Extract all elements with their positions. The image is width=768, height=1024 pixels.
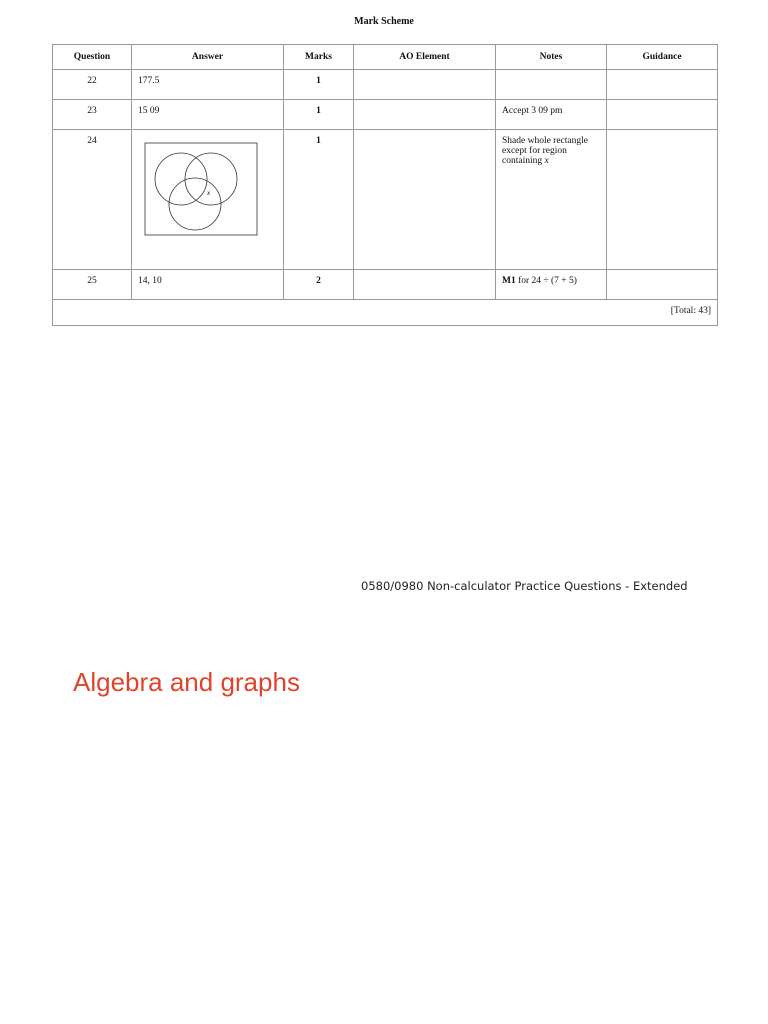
notes-variable: x [544, 156, 549, 166]
venn-diagram [144, 142, 260, 238]
question-cell: 23 [53, 100, 132, 130]
answer-cell: 177.5 [132, 70, 284, 100]
marks-cell: 1 [284, 130, 354, 270]
notes-line: Shade whole rectangle [502, 136, 588, 146]
notes-cell [496, 130, 607, 270]
answer-cell: 14, 10 [132, 270, 284, 300]
answer-cell [132, 130, 284, 270]
method-mark: M1 [502, 276, 516, 286]
table-row [53, 100, 718, 130]
venn-circle-a [155, 153, 207, 205]
notes-text: for 24 ÷ (7 + 5) [515, 276, 577, 286]
column-header-notes: Notes [496, 45, 607, 70]
venn-rectangle [145, 143, 257, 235]
venn-circle-b [185, 153, 237, 205]
guidance-cell [607, 100, 718, 130]
guidance-cell [607, 270, 718, 300]
column-header-marks: Marks [284, 45, 354, 70]
venn-circle-c [169, 178, 221, 230]
guidance-cell [607, 130, 718, 270]
column-header-ao-element: AO Element [354, 45, 496, 70]
section-heading: Algebra and graphs [73, 667, 300, 697]
table-header-row [53, 45, 718, 70]
question-cell: 25 [53, 270, 132, 300]
answer-cell: 15 09 [132, 100, 284, 130]
question-cell: 24 [53, 130, 132, 270]
question-cell: 22 [53, 70, 132, 100]
total-cell: [Total: 43] [53, 300, 718, 326]
marks-cell: 2 [284, 270, 354, 300]
document-subtitle: 0580/0980 Non-calculator Practice Questions - Extended [361, 579, 688, 593]
column-header-answer: Answer [132, 45, 284, 70]
guidance-cell [607, 70, 718, 100]
ao-element-cell [354, 70, 496, 100]
venn-label-x: x [207, 189, 211, 197]
column-header-guidance: Guidance [607, 45, 718, 70]
mark-scheme-table [52, 44, 718, 326]
table-row [53, 70, 718, 100]
total-row [53, 300, 718, 326]
ao-element-cell [354, 100, 496, 130]
notes-cell [496, 70, 607, 100]
marks-cell: 1 [284, 100, 354, 130]
marks-cell: 1 [284, 70, 354, 100]
notes-cell [496, 270, 607, 300]
page-title: Mark Scheme [354, 16, 414, 27]
ao-element-cell [354, 270, 496, 300]
table-row [53, 130, 718, 270]
notes-cell: Accept 3 09 pm [496, 100, 607, 130]
notes-line: containing [502, 156, 545, 166]
ao-element-cell [354, 130, 496, 270]
column-header-question: Question [53, 45, 132, 70]
notes-line: except for region [502, 146, 567, 156]
table-row [53, 270, 718, 300]
